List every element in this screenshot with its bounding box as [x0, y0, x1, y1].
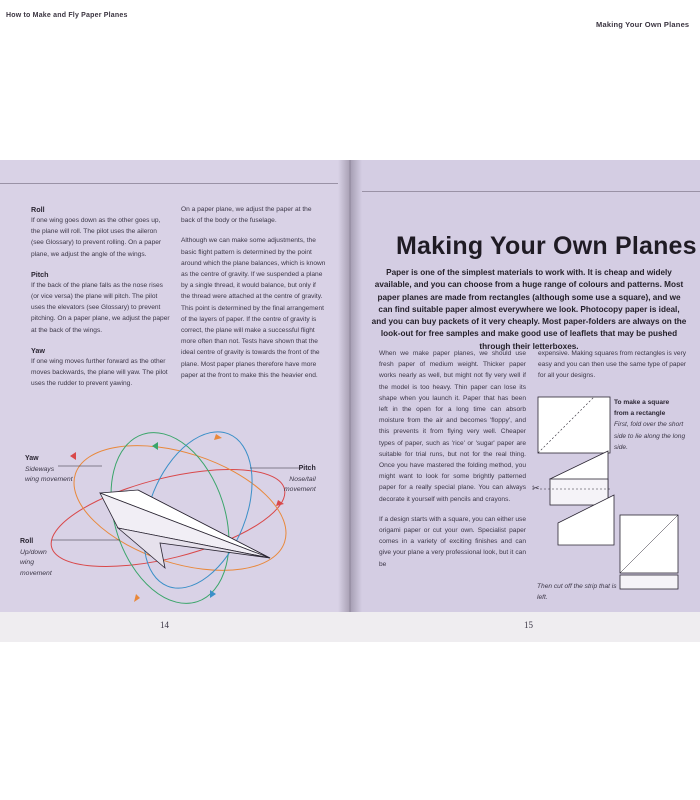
strip-caption: Then cut off the strip that is left. — [537, 583, 617, 602]
header-divider-right — [362, 191, 700, 192]
intro-paragraph: Paper is one of the simplest materials to work with. It is cheap and widely available, and you can choose from a huge range of colours and patterns. Most paper planes are made from rectangles (although some use a square), and we can find suitable paper almost everywhere we look. Photocopy paper is ideal, and you can buy packets of it very cheaply. Most paper-folders are always on the look-out for free samples and make good use of leaflets that may be pushed through their letterboxes. — [371, 268, 687, 351]
left-page-number: 14 — [160, 620, 169, 630]
book-gutter — [338, 160, 362, 642]
col2-paragraph-2: Although we can make some adjustments, the basic flight pattern is determined by the point around which the plane balances, which is known as the centre of gravity. If we suspended a plane by a single thread, it would balance, but only if the thread were attached at the centre of gravity. This point is determined by the final arrangement of the layers of paper. If the centre of gravity is correct, the plane will make a successful flight more often than not. Tests have shown that the ideal centre of gravity is towards the front of the plane. Most paper planes therefore have more paper at the front to make this the heavier end. — [181, 237, 326, 379]
square-desc: First, fold over the short side to lie along the long side. — [614, 421, 686, 451]
right-col1-paragraph-1: When we make paper planes, we should use fresh paper of medium weight. Thicker paper works nearly as well, but might not fly very well if the model is too heavy. Thin paper can lose its shape when you launch it. Paper that has been left in the open for a long time can absorb moisture from the air and becomes 'floppy', and this prevents it from flying very well. Cheaper types of paper, such as 'rice' or 'sugar' paper are suitable for trial runs, but not for the real thing. Once you have mastered the folding method, you might want to look for some brightly patterned paper for a really special plane. You can always decorate it yourself with pencils and crayons. — [379, 350, 526, 503]
roll-orbit — [58, 422, 301, 595]
arrow-head-4 — [134, 594, 140, 602]
yaw-text: If one wing moves further forward as the other moves backwards, the plane will yaw. The pilot uses the rudder to prevent yawing. — [31, 357, 168, 388]
folded-strip — [550, 479, 608, 505]
pitch-diagram-label — [284, 464, 316, 496]
roll-desc-2: wing — [20, 559, 34, 566]
scissors-icon: ✂ — [532, 484, 540, 494]
page-title: Making Your Own Planes — [396, 232, 697, 260]
header-divider-left — [0, 183, 338, 184]
col2-paragraph-1: On a paper plane, we adjust the paper at the back of the body or the fuselage. — [181, 206, 312, 225]
paper-plane-wing-bottom — [100, 493, 270, 558]
roll-text: If one wing goes down as the other goes up, the plane will roll. The pilot uses the aileron (see Glossary) to prevent rolling. On a paper plane, we adjust the angle of the wings. — [31, 217, 162, 258]
square-title-1: To make a square — [614, 399, 670, 406]
arrow-head-5 — [152, 442, 158, 450]
pitch-text: If the back of the plane falls as the nose rises (or vice versa) the plane will pitch. The pilot uses the elevators (see Glossary) to prevent pitching. On a paper plane, we adjust the paper at the back of the wings. — [31, 281, 170, 334]
yaw-diagram-label — [25, 454, 73, 486]
right-col1-paragraph-2: If a design starts with a square, you can either use origami paper or cut your own. Specialist paper comes in a variety of exciting finishes and can give your plane a very professional look, but it can be — [379, 515, 526, 568]
left-running-header: How to Make and Fly Paper Planes — [6, 12, 128, 19]
right-column-2 — [538, 348, 688, 391]
left-column-1 — [31, 204, 171, 398]
roll-desc-1: Up/down — [20, 548, 47, 556]
square-title-2: from a rectangle — [614, 410, 666, 418]
pitch-label: Pitch — [298, 465, 316, 472]
cut-strip — [620, 575, 678, 589]
pitch-desc-2: movement — [284, 486, 316, 493]
right-page-number: 15 — [524, 620, 533, 630]
roll-heading: Roll — [31, 205, 45, 214]
yaw-heading: Yaw — [31, 345, 45, 355]
yaw-desc-1: Sideways — [25, 465, 55, 473]
square-caption — [614, 397, 692, 453]
right-col2-paragraph-1: expensive. Making squares from rectangles is very easy and you can then use the same type of paper for all your designs. — [538, 350, 687, 380]
arrow-head-3 — [214, 434, 222, 440]
paper-rectangle — [538, 397, 610, 453]
right-running-header: Making Your Own Planes — [596, 20, 690, 29]
roll-diagram-label — [20, 537, 52, 579]
pitch-heading: Pitch — [31, 269, 49, 279]
pitch-desc-1: Nose/tail — [289, 475, 316, 483]
right-column-1 — [379, 348, 526, 579]
yaw-label: Yaw — [25, 455, 39, 462]
flight-axes-diagram — [20, 418, 320, 618]
roll-desc-3: movement — [20, 569, 52, 577]
left-column-2 — [181, 204, 326, 390]
roll-label: Roll — [20, 538, 34, 545]
yaw-desc-2: wing movement — [25, 476, 73, 483]
